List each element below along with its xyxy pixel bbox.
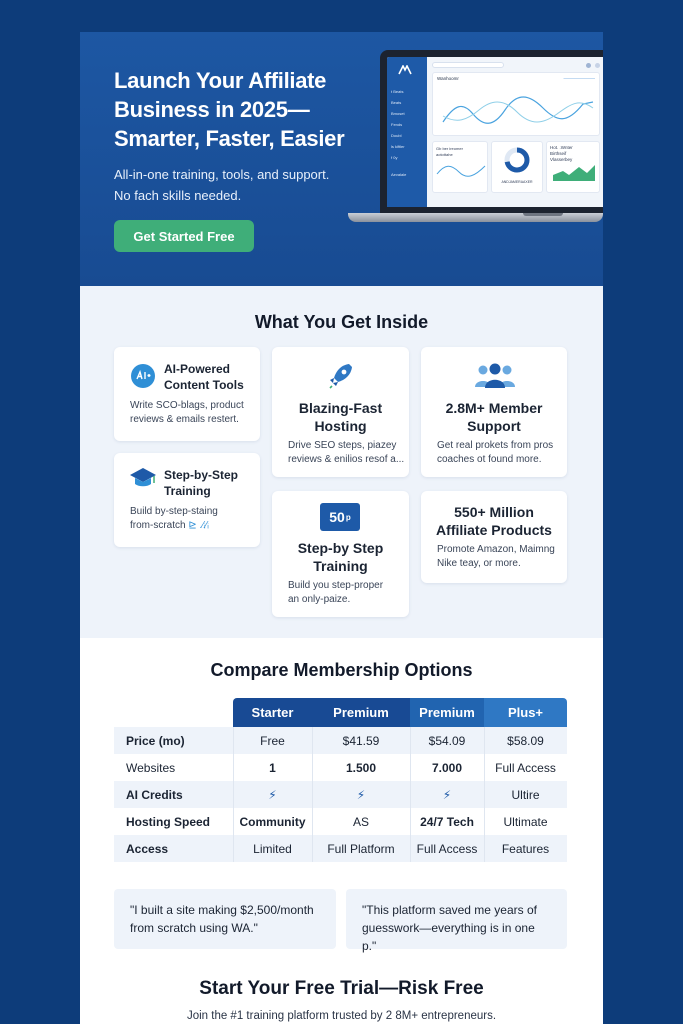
- panel-text: aotottahe: [436, 152, 453, 157]
- feature-card: [114, 347, 260, 441]
- row-label: Access: [126, 841, 169, 856]
- table-cell: Community: [239, 814, 306, 829]
- dashboard-sidebar: [387, 57, 427, 207]
- table-cell: Ultire: [511, 787, 540, 802]
- mini-chart: [433, 158, 488, 180]
- panel-text: ANDJAMERAAXER: [501, 180, 533, 184]
- table-cell: 1.500: [345, 760, 377, 775]
- table-cell: 1: [269, 760, 276, 775]
- table-divider: [233, 727, 234, 862]
- panel-text: Hot. .Wnter: [550, 145, 573, 150]
- card-title-line: Training: [164, 484, 211, 498]
- table-cell: Full Platform: [327, 841, 395, 856]
- table-divider: [410, 727, 411, 862]
- card-title-line: Step-by Step: [297, 540, 384, 556]
- donut-panel: [491, 141, 543, 193]
- table-row: [114, 808, 567, 835]
- trial-title: Start Your Free Trial—Risk Free: [199, 978, 484, 999]
- card-desc-line: an only-paize.: [288, 594, 351, 605]
- card-desc-line: Get real prokets from pros: [437, 440, 554, 451]
- card-desc-line: Write SCO-blags, product: [130, 400, 244, 411]
- card-title-line: Content Tools: [164, 378, 244, 392]
- dashboard-nav-item: ls kiftler: [391, 144, 405, 149]
- card-title-line: Hosting: [314, 418, 367, 434]
- testimonial-line: "This platform saved me years of: [362, 903, 537, 917]
- testimonial-card: [114, 889, 336, 949]
- laptop-notch: [523, 213, 563, 216]
- lightning-icon: ⚡: [442, 787, 452, 802]
- table-divider: [312, 727, 313, 862]
- table-row: [114, 727, 567, 754]
- testimonial-line: guesswork—everything is in one p.": [362, 921, 535, 953]
- hero-section: [80, 32, 603, 286]
- table-cell: Limited: [253, 841, 292, 856]
- card-title-line: Training: [313, 558, 368, 574]
- dashboard-nav-item: Fends: [391, 122, 403, 127]
- table-cell: $54.09: [428, 733, 466, 748]
- row-label: Websites: [126, 760, 176, 775]
- row-label: Price (mo): [126, 733, 185, 748]
- testimonial-line: from scratch using WA.": [130, 921, 258, 935]
- card-title-line: Blazing-Fast: [298, 400, 383, 416]
- card-desc-line: [130, 519, 258, 533]
- feature-card: [272, 491, 409, 617]
- avatar: [595, 63, 600, 68]
- dashboard-nav-item: Beats: [391, 100, 402, 105]
- table-cell: Ultimate: [503, 814, 548, 829]
- column-header: Premium: [410, 698, 484, 727]
- table-cell: Full Access: [416, 841, 478, 856]
- table-row: [114, 835, 567, 862]
- lightning-icon: ⚡: [356, 787, 366, 802]
- laptop-mockup: [378, 50, 603, 225]
- dashboard-topbar: [432, 60, 600, 70]
- dashboard-nav-item: f 0y: [391, 155, 398, 160]
- dashboard-main: [427, 57, 603, 207]
- graduation-cap-icon: [128, 465, 158, 491]
- card-desc-line: Build you step-proper: [288, 580, 384, 591]
- card-title-line: 550+ Million: [454, 504, 534, 520]
- column-header: Premium: [312, 698, 410, 727]
- feature-card: [421, 491, 567, 583]
- row-label: Hosting Speed: [126, 814, 211, 829]
- hero-title-line: Business in 2025—: [114, 97, 310, 122]
- stats-panel: [432, 141, 488, 193]
- feature-card: [114, 453, 260, 547]
- dashboard-nav-item: t Beats: [391, 89, 404, 94]
- dashboard-nav-item: Aevalale: [391, 172, 407, 177]
- get-started-button[interactable]: Get Started Free: [114, 220, 254, 252]
- card-title-line: 2.8M+ Member: [445, 400, 543, 416]
- card-desc-line: reviews & emails restert.: [130, 414, 239, 425]
- dashboard-search: [432, 62, 504, 68]
- table-row: [114, 754, 567, 781]
- card-desc-line: coaches ot found more.: [437, 454, 542, 465]
- landing-page: [80, 32, 603, 1024]
- table-cell: Free: [260, 733, 285, 748]
- table-cell: $58.09: [507, 733, 544, 748]
- chart-line: [443, 97, 593, 123]
- table-row: [114, 781, 567, 808]
- hero-subtitle: [114, 164, 374, 206]
- dashboard-nav-item: Doubl: [391, 133, 402, 138]
- area-chart: [547, 163, 600, 181]
- laptop-base: [348, 213, 603, 222]
- card-desc-line: Drive SEO steps, piazey: [288, 440, 397, 451]
- panel-text: Gb ber ireomer: [436, 146, 463, 151]
- card-desc-line: Promote Amazon, Maimng: [437, 544, 555, 555]
- hero-title-line: Launch Your Affiliate: [114, 68, 327, 93]
- card-desc-line: Nike teay, or more.: [437, 558, 521, 569]
- rocket-icon: [327, 361, 355, 389]
- compare-title: Compare Membership Options: [210, 660, 473, 680]
- dashboard-nav-item: Bmoset: [391, 111, 405, 116]
- ticket-icon: 50 p: [320, 503, 360, 531]
- testimonial-card: [346, 889, 567, 953]
- hero-subtitle-line: All-in-one training, tools, and support.: [114, 167, 330, 182]
- row-label: AI Credits: [126, 787, 183, 802]
- card-desc-text: from-scratch: [130, 520, 186, 531]
- lightning-icon: ⚡: [268, 787, 277, 802]
- card-desc-doodle: ⊵ .⁄ᵢ⁄ᵢ: [188, 520, 209, 531]
- chart-line: [443, 102, 593, 122]
- laptop-screen: [380, 50, 603, 213]
- table-cell: Features: [501, 841, 550, 856]
- table-cell: 7.000: [431, 760, 463, 775]
- avatar: [586, 63, 591, 68]
- feature-card: [421, 347, 567, 477]
- card-title-line: Affiliate Products: [436, 522, 552, 538]
- line-chart-panel: [432, 72, 600, 136]
- ai-chip-icon: [130, 363, 156, 389]
- feature-card: [272, 347, 409, 477]
- dashboard-preview: [387, 57, 603, 207]
- table-cell: AS: [352, 814, 369, 829]
- chart-panel-link: ———————: [563, 76, 595, 81]
- area-panel: [546, 141, 600, 193]
- badge-value: 50: [329, 509, 345, 525]
- card-title-line: AI-Powered: [164, 362, 231, 376]
- table-cell: $41.59: [342, 733, 380, 748]
- card-desc-line: Build by-step-staing: [130, 506, 218, 517]
- table-cell: 24/7 Tech: [420, 814, 474, 829]
- card-desc-line: reviews & enilios resof a...: [288, 454, 405, 465]
- line-chart: [433, 84, 600, 134]
- card-title-line: Step-by-Step: [164, 468, 239, 482]
- donut-chart: [503, 146, 531, 174]
- testimonial-line: "I built a site making $2,500/month: [130, 903, 314, 917]
- table-divider: [484, 727, 485, 862]
- hero-title: [114, 66, 374, 153]
- chart-panel-title: Wanhoomr: [437, 76, 459, 81]
- panel-text: Birthseif: [550, 151, 567, 156]
- hero-subtitle-line: No fach skills needed.: [114, 188, 242, 203]
- column-header: Starter: [233, 698, 312, 727]
- features-title: What You Get Inside: [254, 312, 429, 332]
- table-cell: Full Access: [495, 760, 556, 775]
- app-logo-icon: [397, 65, 413, 75]
- column-header: Plus+: [484, 698, 567, 727]
- hero-title-line: Smarter, Faster, Easier: [114, 126, 345, 151]
- card-title-line: Support: [467, 418, 521, 434]
- panel-text: Vlasserbey: [550, 157, 573, 162]
- users-icon: [473, 361, 517, 389]
- trial-subtitle: Join the #1 training platform trusted by 2 8M+ entrepreneurs.: [186, 1010, 497, 1022]
